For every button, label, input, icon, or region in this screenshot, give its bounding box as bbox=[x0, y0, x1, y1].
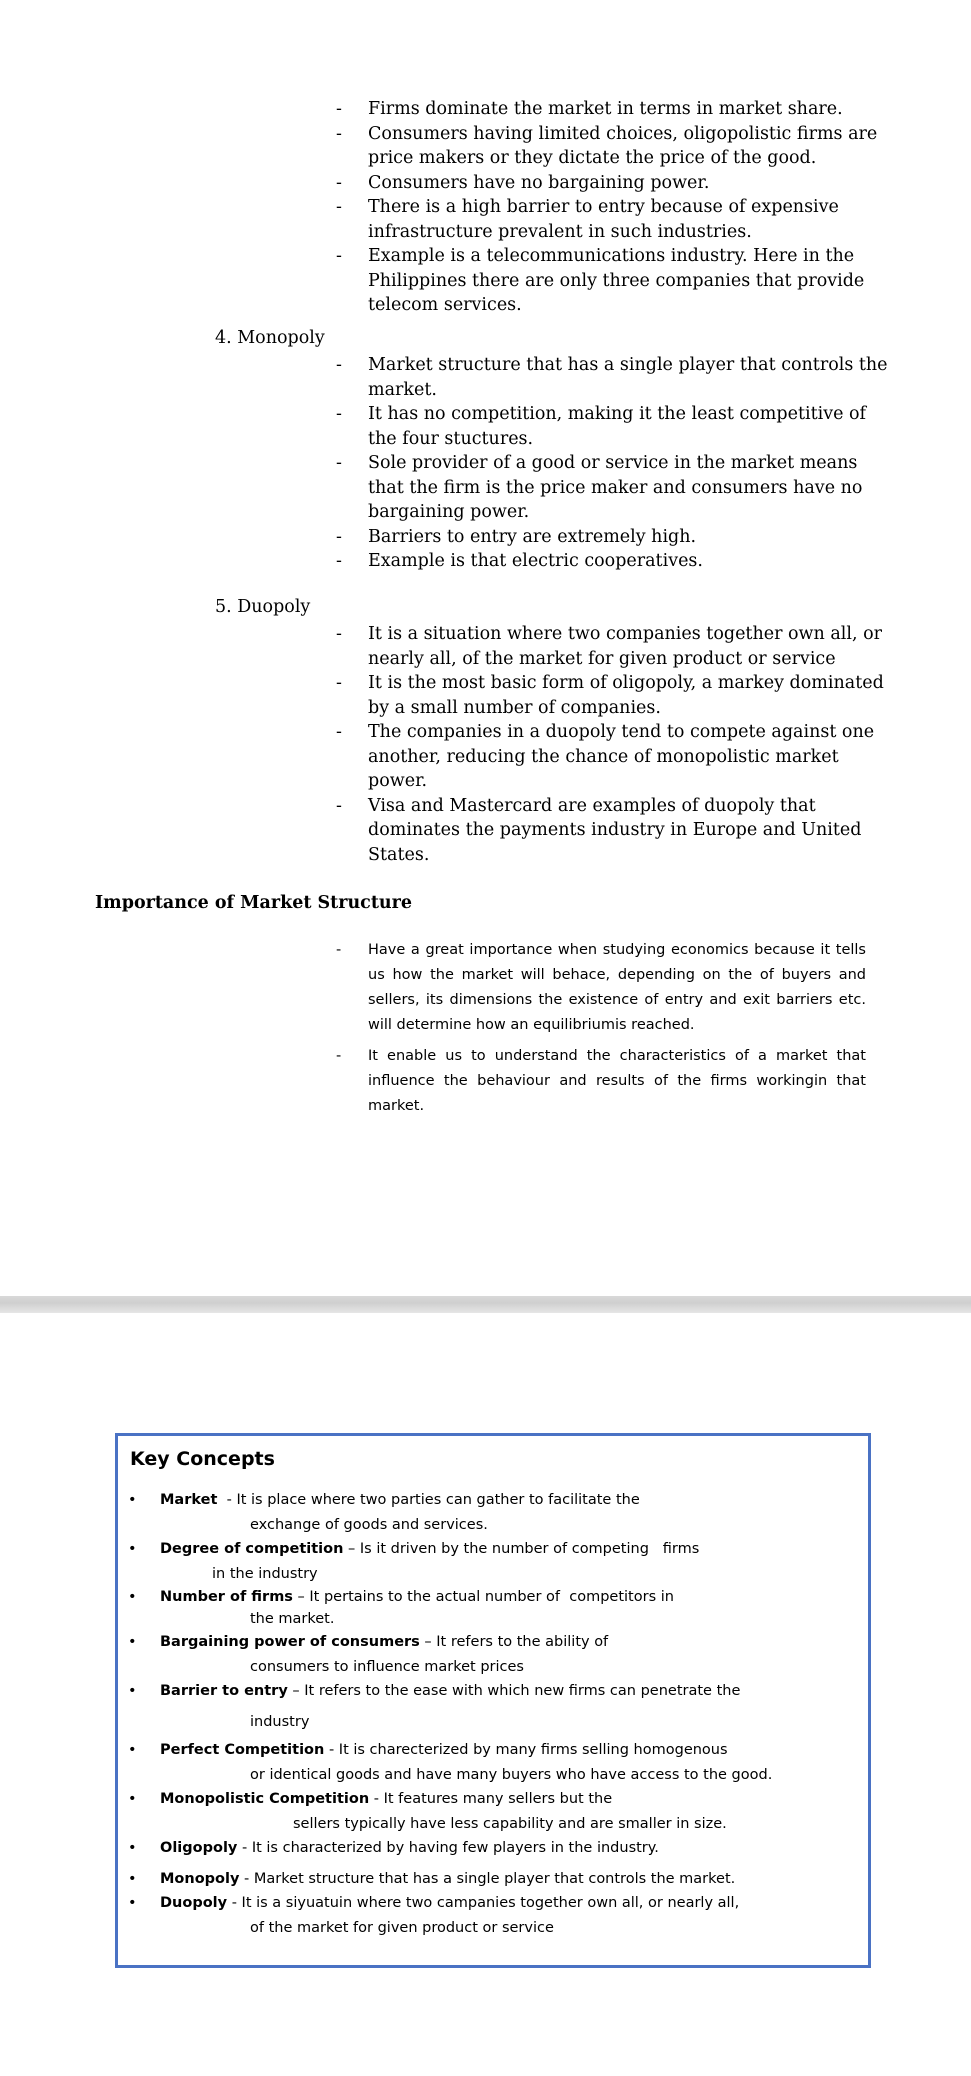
key-concepts-title: Key Concepts bbox=[130, 1448, 275, 1470]
list-item: - The companies in a duopoly tend to compete against one another, reducing the chance of monopolistic market power. bbox=[336, 722, 875, 791]
key-concept-item: • Monopolistic Competition - It features many sellers but the sellers typically have less capability and are smaller in size. bbox=[128, 1791, 727, 1832]
duopoly-heading: 5. Duopoly bbox=[215, 597, 311, 617]
list-item: - Firms dominate the market in terms in market share. bbox=[336, 99, 843, 119]
list-item: - Consumers have no bargaining power. bbox=[336, 172, 710, 193]
list-item: - It has no competition, making it the least competitive of the four stuctures. bbox=[336, 404, 867, 449]
list-item: - Consumers having limited choices, oligopolistic firms are price makers or they dictate the price of the good. bbox=[336, 123, 878, 168]
key-concept-item: • Perfect Competition - It is charecterized by many firms selling homogenous or identical goods and have many buyers who have access to the good. bbox=[128, 1742, 773, 1783]
key-concept-item: • Bargaining power of consumers – It refers to the ability of consumers to influence market prices bbox=[128, 1634, 609, 1675]
list-item: - Example is a telecommunications industry. Here in the Philippines there are only three companies that provide telecom services. bbox=[336, 246, 865, 315]
list-item: - It enable us to understand the characteristics of a market that influence the behaviour and results of the firms workingin that market. bbox=[336, 1048, 866, 1114]
key-concept-item: • Barrier to entry – It refers to the ease with which new firms can penetrate the industry bbox=[128, 1683, 741, 1730]
key-concept-item: • Monopoly - Market structure that has a single player that controls the market. bbox=[128, 1870, 736, 1887]
key-concept-item: • Degree of competition – Is it driven by the number of competing firms in the industry bbox=[128, 1541, 700, 1582]
key-concept-item: • Market - It is place where two parties can gather to facilitate the exchange of goods and services. bbox=[128, 1492, 640, 1533]
key-concept-item: • Oligopoly - It is characterized by having few players in the industry. bbox=[128, 1840, 659, 1856]
list-item: - There is a high barrier to entry because of expensive infrastructure prevalent in such industries. bbox=[336, 197, 839, 242]
list-item: - Visa and Mastercard are examples of duopoly that dominates the payments industry in Europe and United States. bbox=[336, 795, 862, 865]
monopoly-heading: 4. Monopoly bbox=[215, 328, 325, 348]
page-separator bbox=[0, 1296, 971, 1313]
list-item: - It is a situation where two companies together own all, or nearly all, of the market for given product or service bbox=[336, 624, 883, 669]
list-item: - It is the most basic form of oligopoly, a markey dominated by a small number of companies. bbox=[336, 673, 884, 718]
key-concepts-list bbox=[128, 1488, 848, 1940]
importance-points bbox=[336, 938, 866, 1119]
key-concept-item: • Number of firms – It pertains to the actual number of competitors in the market. bbox=[128, 1589, 674, 1627]
list-item: - Have a great importance when studying economics because it tells us how the market will behace, depending on the of buyers and sellers, its dimensions the existence of entry and exit barriers etc. will determine how an equilibriumis reached. bbox=[336, 942, 866, 1033]
list-item: - Sole provider of a good or service in the market means that the firm is the price maker and consumers have no bargaining power. bbox=[336, 453, 863, 522]
duopoly-points bbox=[336, 622, 896, 867]
key-concept-item: • Duopoly - It is a siyuatuin where two campanies together own all, or nearly all, of the market for given product or service bbox=[128, 1895, 740, 1936]
section-heading-importance: Importance of Market Structure bbox=[95, 893, 412, 913]
list-item: - Barriers to entry are extremely high. bbox=[336, 526, 697, 547]
monopoly-points bbox=[336, 353, 896, 574]
oligopoly-points bbox=[336, 97, 896, 318]
list-item: - Example is that electric cooperatives. bbox=[336, 551, 703, 571]
list-item: - Market structure that has a single player that controls the market. bbox=[336, 355, 888, 400]
